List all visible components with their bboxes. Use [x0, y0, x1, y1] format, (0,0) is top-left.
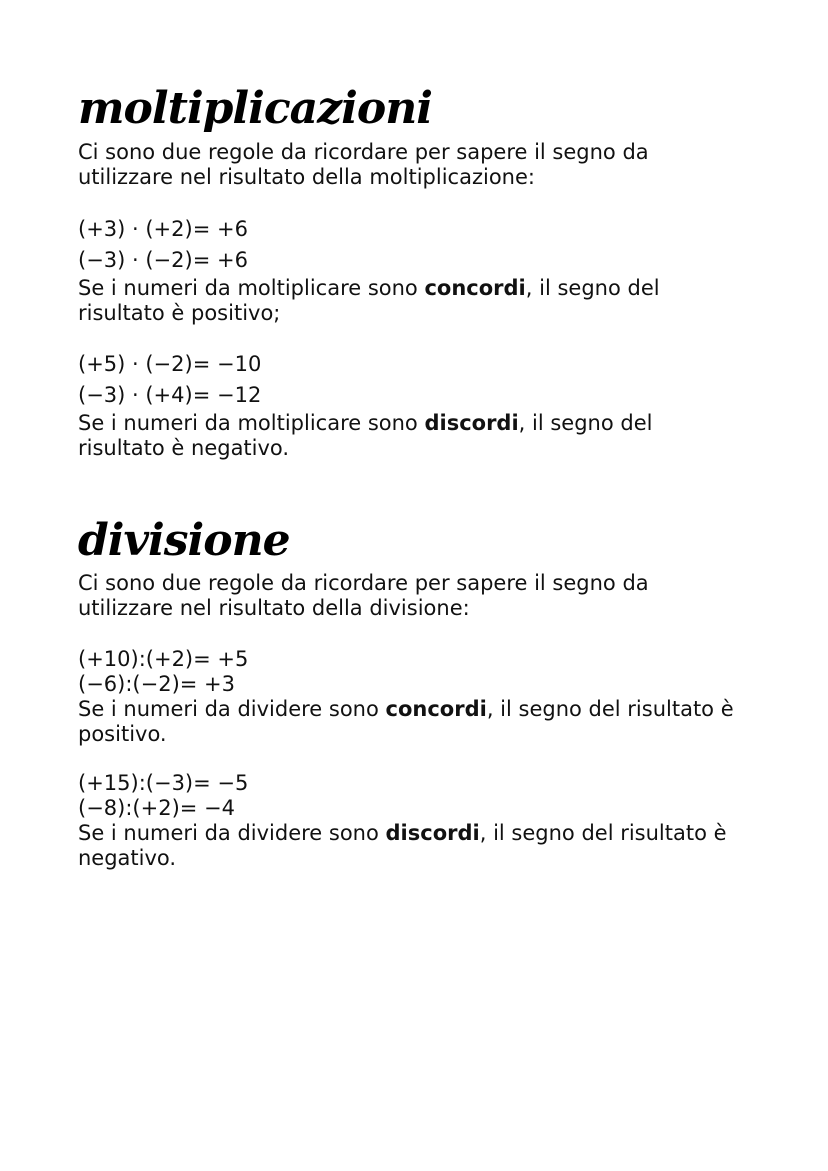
rule-keyword: concordi	[385, 697, 487, 721]
rule-text: , il segno del	[518, 411, 653, 435]
divisione-intro	[78, 571, 778, 621]
rule-line	[78, 411, 778, 436]
rule-text: Se i numeri da dividere sono	[78, 697, 386, 721]
moltiplicazioni-discordi-examples	[78, 349, 778, 411]
intro-line: Ci sono due regole da ricordare per sapere il segno da	[78, 140, 649, 164]
rule-line: risultato è negativo.	[78, 436, 290, 460]
rule-text: Se i numeri da moltiplicare sono	[78, 411, 425, 435]
rule-text: , il segno del risultato è	[479, 821, 727, 845]
divisione-discordi-examples	[78, 771, 778, 821]
section-title-moltiplicazioni: moltiplicazioni	[78, 83, 432, 134]
rule-line: negativo.	[78, 846, 177, 870]
moltiplicazioni-intro	[78, 140, 778, 190]
rule-text: Se i numeri da moltiplicare sono	[78, 276, 425, 300]
intro-line: Ci sono due regole da ricordare per sapere il segno da	[78, 571, 649, 595]
equation: (−3) · (+4)= −12	[78, 383, 262, 407]
divisione-rule-discordi	[78, 821, 778, 871]
rule-line: positivo.	[78, 722, 167, 746]
rule-line: risultato è positivo;	[78, 301, 281, 325]
equation: (−6):(−2)= +3	[78, 672, 235, 696]
intro-line: utilizzare nel risultato della moltiplicazione:	[78, 165, 535, 189]
divisione-concordi-examples	[78, 647, 778, 697]
rule-line	[78, 697, 778, 722]
intro-line: utilizzare nel risultato della divisione:	[78, 596, 470, 620]
equation: (−3) · (−2)= +6	[78, 248, 248, 272]
section-title-divisione: divisione	[78, 515, 290, 566]
rule-keyword: discordi	[385, 821, 480, 845]
rule-text: Se i numeri da dividere sono	[78, 821, 386, 845]
rule-line	[78, 821, 778, 846]
equation: (+3) · (+2)= +6	[78, 217, 248, 241]
rule-text: , il segno del	[525, 276, 660, 300]
divisione-rule-concordi	[78, 697, 778, 747]
moltiplicazioni-concordi-examples	[78, 214, 778, 276]
moltiplicazioni-rule-concordi	[78, 276, 778, 326]
equation: (−8):(+2)= −4	[78, 796, 235, 820]
rule-keyword: discordi	[424, 411, 519, 435]
rule-keyword: concordi	[424, 276, 526, 300]
equation: (+10):(+2)= +5	[78, 647, 249, 671]
moltiplicazioni-rule-discordi	[78, 411, 778, 461]
rule-line	[78, 276, 778, 301]
rule-text: , il segno del risultato è	[486, 697, 734, 721]
equation: (+15):(−3)= −5	[78, 771, 249, 795]
equation: (+5) · (−2)= −10	[78, 352, 262, 376]
